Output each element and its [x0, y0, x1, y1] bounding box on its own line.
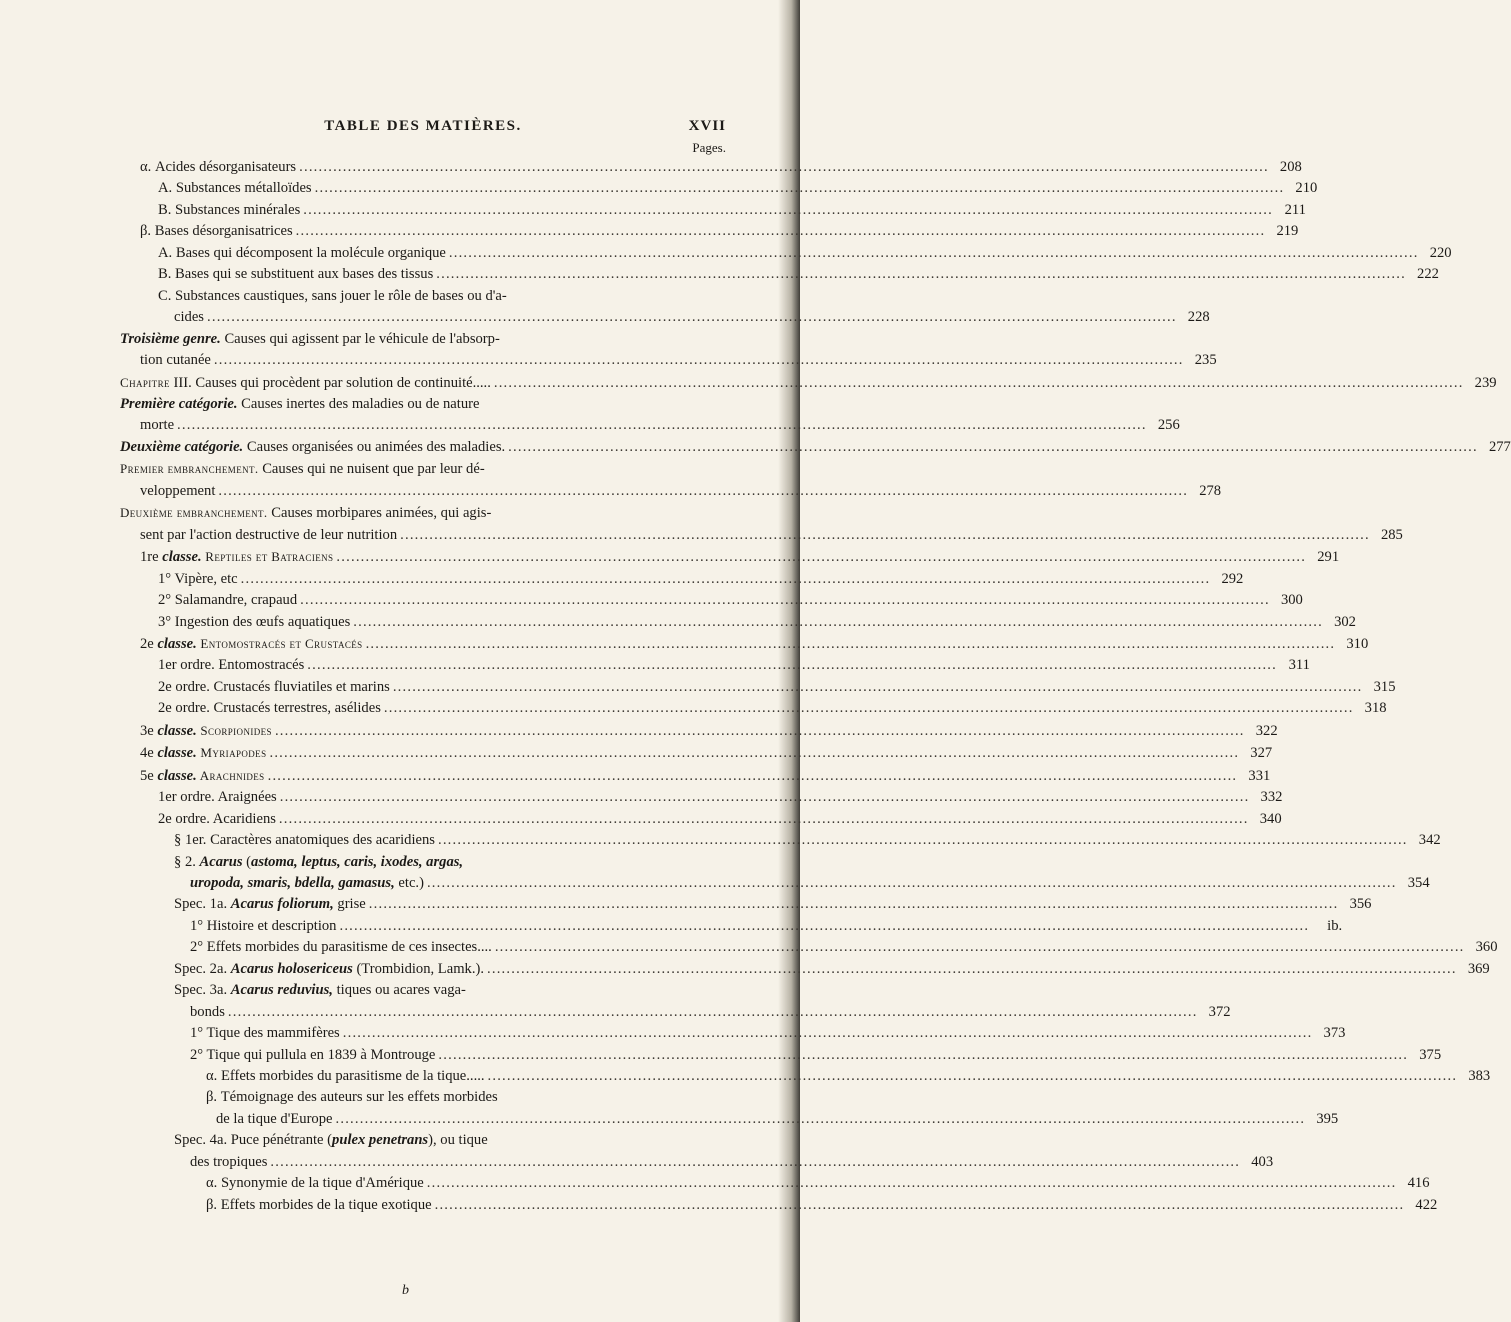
toc-entry: [120, 525, 1403, 546]
toc-entry-text: [140, 765, 265, 787]
toc-text-part: tion cutanée: [140, 352, 211, 369]
dot-leader: [449, 243, 1419, 264]
toc-page-number: ib.: [1327, 917, 1343, 934]
dot-leader: [384, 698, 1354, 719]
toc-entry-text: [158, 787, 277, 808]
dot-leader: [270, 1152, 1240, 1173]
toc-entry: [120, 221, 1299, 242]
toc-text-part: uropoda, smaris, bdella, gamasus,: [190, 874, 395, 891]
dot-leader: [393, 677, 1363, 698]
toc-entry: [120, 243, 1452, 264]
toc-text-part: 1er ordre. Araignées: [158, 789, 277, 806]
toc-text-part: Causes organisées ou animées des maladies.: [243, 438, 506, 455]
toc-entry-text: [174, 894, 366, 915]
toc-entry: [120, 873, 1430, 894]
toc-entry: [120, 937, 1498, 958]
toc-entry: [120, 612, 1356, 633]
toc-text-part: de la tique d'Europe: [216, 1110, 333, 1127]
toc-entry: [120, 698, 1387, 719]
toc-text-part: 2° Salamandre, crapaud: [158, 592, 298, 609]
toc-page-number: 291: [1317, 549, 1340, 566]
toc-page-number: 354: [1407, 874, 1430, 891]
toc-entry-text: [140, 350, 211, 371]
toc-text-part: 4e: [140, 745, 158, 762]
toc-entry: [120, 980, 726, 1001]
toc-text-part: tiques ou acares vaga-: [332, 982, 466, 999]
toc-entry-text: [190, 873, 424, 894]
toc-text-part: classe.: [157, 635, 197, 652]
dot-leader: [275, 721, 1245, 742]
toc-page-number: 210: [1295, 180, 1318, 197]
dot-leader: [427, 873, 1397, 894]
toc-text-part: Causes inertes des maladies ou de nature: [237, 395, 480, 412]
toc-entry: [120, 1109, 1339, 1130]
toc-page-number: 235: [1194, 352, 1217, 369]
toc-text-part: classe.: [157, 745, 197, 762]
toc-text-part: 2e ordre. Crustacés terrestres, asélides: [158, 700, 381, 717]
toc-text-part: Entomostracés et Crustacés: [196, 635, 363, 651]
toc-entry-text: [158, 809, 276, 830]
toc-text-part: Myriapodes: [196, 745, 267, 761]
toc-text-part: Deuxième catégorie.: [120, 438, 244, 455]
toc-text-part: Causes qui agissent par le véhicule de l'absorp-: [220, 330, 500, 347]
toc-page-number: 256: [1157, 417, 1180, 434]
toc-entry: [120, 590, 1303, 611]
toc-entry: [120, 264, 1439, 285]
toc-page-number: 372: [1208, 1003, 1231, 1020]
dot-leader: [494, 373, 1464, 394]
toc-text-part: astoma, leptus, caris, ixodes, argas,: [251, 853, 464, 870]
toc-text-part: des tropiques: [190, 1153, 268, 1170]
toc-text-part: A. Substances métalloïdes: [158, 180, 312, 197]
dot-leader: [353, 612, 1323, 633]
page-number: XVII: [688, 118, 726, 134]
toc-text-part: 1° Histoire et description: [190, 917, 337, 934]
toc-page-number: 373: [1323, 1025, 1346, 1042]
toc-entry: [120, 157, 1302, 178]
dot-leader: [218, 481, 1188, 502]
toc-entry-text: [140, 157, 296, 178]
toc-entry: [120, 787, 1283, 808]
dot-leader: [438, 1045, 1408, 1066]
toc-entry-text: [190, 916, 336, 937]
toc-text-part: classe.: [162, 549, 202, 566]
toc-page-number: 322: [1255, 722, 1278, 739]
toc-entry-text: [140, 221, 293, 242]
toc-text-part: B. Bases qui se substituent aux bases des tissus: [158, 266, 434, 283]
toc-entry: [120, 437, 1511, 458]
toc-text-part: 1° Tique des mammifères: [190, 1025, 340, 1042]
toc-entry-text: [174, 307, 204, 328]
dot-leader: [508, 437, 1478, 458]
dot-leader: [299, 157, 1269, 178]
toc-page-number: 211: [1284, 201, 1306, 218]
toc-entry-text: [140, 525, 397, 546]
toc-entry: [120, 1002, 1231, 1023]
toc-page-number: 403: [1251, 1153, 1274, 1170]
toc-text-part: morte: [140, 417, 175, 434]
toc-entry: [120, 546, 1340, 568]
toc-entry-text: [140, 546, 333, 568]
toc-page-number: 285: [1380, 526, 1403, 543]
toc-entry-text: [158, 677, 390, 698]
toc-page-number: 327: [1250, 745, 1273, 762]
toc-page-number: 331: [1248, 767, 1271, 784]
toc-text-part: etc.): [394, 874, 424, 891]
toc-entry-text: [120, 502, 491, 524]
toc-text-part: Causes qui ne nuisent que par leur dé-: [258, 461, 485, 478]
toc-entry-text: [216, 1109, 333, 1130]
toc-entry: [120, 415, 1180, 436]
toc-page-number: 375: [1419, 1046, 1442, 1063]
toc-entry-text: [158, 655, 304, 676]
toc-text-part: Acarus foliorum,: [230, 896, 334, 913]
toc-text-part: Spec. 1a.: [174, 896, 231, 913]
toc-text-part: Deuxième embranchement.: [120, 505, 268, 521]
dot-leader: [315, 178, 1285, 199]
toc-entry-text: [190, 937, 492, 958]
toc-text-part: 2e ordre. Crustacés fluviatiles et marins: [158, 678, 390, 695]
toc-text-part: Chapitre: [120, 374, 170, 390]
dot-leader: [436, 264, 1406, 285]
toc-entry-text: [140, 415, 174, 436]
dot-leader: [268, 766, 1238, 787]
dot-leader: [269, 743, 1239, 764]
dot-leader: [228, 1002, 1198, 1023]
toc-entry-text: [158, 612, 350, 633]
dot-leader: [279, 809, 1249, 830]
toc-entry-text: [190, 1045, 435, 1066]
toc-entry: [120, 765, 1271, 787]
toc-entry: [120, 372, 1497, 394]
toc-text-part: 2e: [140, 635, 158, 652]
toc-text-part: Causes morbipares animées, qui agis-: [267, 505, 492, 522]
dot-leader: [438, 830, 1408, 851]
running-header: [120, 118, 726, 140]
dot-leader: [241, 569, 1211, 590]
toc-entry: [120, 1045, 1442, 1066]
table-of-contents: [120, 157, 1511, 1216]
toc-text-part: 3e: [140, 722, 158, 739]
dot-leader: [280, 787, 1250, 808]
toc-entry-text: [158, 286, 507, 307]
dot-leader: [177, 415, 1147, 436]
toc-entry: [120, 809, 1282, 830]
toc-text-part: β. Bases désorganisatrices: [140, 223, 293, 240]
toc-entry: [120, 1152, 1274, 1173]
toc-text-part: Reptiles et Batraciens: [201, 549, 334, 565]
toc-entry-text: [158, 200, 300, 221]
toc-text-part: 5e: [140, 767, 158, 784]
toc-entry-text: [174, 830, 435, 851]
toc-page-number: 395: [1316, 1110, 1339, 1127]
toc-text-part: Troisième genre.: [120, 330, 221, 347]
toc-entry-text: [120, 394, 479, 415]
dot-leader: [487, 959, 1457, 980]
toc-page-number: 239: [1474, 374, 1497, 391]
toc-text-part: 1° Vipère, etc: [158, 570, 238, 587]
toc-page-number: 356: [1349, 896, 1372, 913]
toc-entry-text: [190, 1023, 340, 1044]
toc-page-number: 208: [1279, 159, 1302, 175]
toc-entry-text: [158, 264, 433, 285]
toc-entry-text: [158, 178, 312, 199]
toc-entry: [120, 916, 1343, 937]
toc-page-number: 369: [1467, 960, 1490, 977]
toc-page-number: 315: [1373, 678, 1396, 695]
toc-text-part: classe.: [157, 767, 197, 784]
toc-page-number: 278: [1199, 482, 1222, 499]
toc-entry-text: [174, 1130, 488, 1151]
dot-leader: [296, 221, 1266, 242]
toc-text-part: Scorpionides: [196, 722, 272, 738]
toc-text-part: Spec. 2a.: [174, 960, 231, 977]
toc-page-number: 310: [1346, 635, 1369, 652]
dot-leader: [339, 916, 1309, 937]
toc-text-part: 3° Ingestion des œufs aquatiques: [158, 613, 351, 630]
toc-entry: [120, 1130, 726, 1151]
toc-page-number: 219: [1276, 223, 1299, 240]
toc-text-part: 1er ordre. Entomostracés: [158, 657, 305, 674]
toc-page-number: 340: [1259, 810, 1282, 827]
toc-text-part: § 1er. Caractères anatomiques des acaridiens: [174, 832, 435, 849]
signature-mark: b: [402, 1283, 409, 1298]
toc-text-part: α. Effets morbides du parasitisme de la tique.....: [206, 1068, 485, 1085]
dot-leader: [495, 937, 1465, 958]
toc-page-number: 360: [1475, 939, 1498, 956]
dot-leader: [427, 1173, 1397, 1194]
dot-leader: [307, 655, 1277, 676]
toc-entry-text: [190, 1002, 225, 1023]
toc-page-number: 342: [1418, 832, 1441, 849]
header-title: TABLE DES MATIÈRES.: [324, 118, 522, 134]
toc-entry: [120, 286, 726, 307]
dot-leader: [214, 350, 1184, 371]
toc-entry-text: [158, 569, 238, 590]
toc-text-part: B. Substances minérales: [158, 201, 301, 218]
toc-entry-text: [140, 481, 215, 502]
toc-text-part: sent par l'action destructive de leur nutrition: [140, 526, 398, 543]
toc-entry-text: [174, 980, 466, 1001]
dot-leader: [300, 590, 1270, 611]
toc-page-number: 422: [1415, 1196, 1438, 1213]
toc-entry-text: [206, 1087, 498, 1108]
toc-entry-text: [174, 959, 484, 980]
toc-text-part: 2° Tique qui pullula en 1839 à Montrouge: [190, 1046, 436, 1063]
toc-text-part: (: [242, 853, 252, 870]
toc-text-part: 1re: [140, 549, 163, 566]
toc-page-number: 292: [1221, 570, 1244, 587]
toc-text-part: III. Causes qui procèdent par solution de continuité.....: [169, 374, 491, 391]
toc-entry-text: [120, 329, 500, 350]
toc-entry: [120, 502, 726, 524]
toc-page-number: 300: [1280, 592, 1303, 609]
dot-leader: [207, 307, 1177, 328]
toc-page-number: 332: [1260, 789, 1283, 806]
toc-entry: [120, 633, 1369, 655]
toc-entry: [120, 1195, 1438, 1216]
toc-entry: [120, 329, 726, 350]
toc-text-part: Acarus reduvius,: [230, 982, 333, 999]
dot-leader: [336, 1109, 1306, 1130]
toc-entry: [120, 307, 1210, 328]
dot-leader: [343, 1023, 1313, 1044]
toc-entry-text: [206, 1195, 432, 1216]
toc-entry-text: [206, 1173, 424, 1194]
toc-text-part: β. Témoignage des auteurs sur les effets morbides: [206, 1089, 498, 1106]
toc-text-part: Premier embranchement.: [120, 461, 259, 477]
toc-entry: [120, 200, 1306, 221]
toc-page-number: 277: [1488, 438, 1511, 455]
toc-entry: [120, 481, 1222, 502]
toc-entry: [120, 569, 1244, 590]
toc-page-number: 383: [1468, 1068, 1491, 1085]
toc-page-number: 228: [1187, 309, 1210, 326]
dot-leader: [435, 1195, 1405, 1216]
toc-page-number: 302: [1334, 613, 1356, 630]
pages-column-label: Pages.: [692, 140, 726, 155]
toc-entry: [120, 1087, 726, 1108]
toc-entry: [120, 959, 1490, 980]
toc-entry: [120, 350, 1217, 371]
toc-entry-text: [140, 633, 363, 655]
dot-leader: [488, 1066, 1458, 1087]
toc-entry: [120, 1173, 1430, 1194]
dot-leader: [336, 547, 1306, 568]
toc-entry-text: [120, 372, 491, 394]
toc-text-part: α. Acides désorganisateurs: [140, 159, 297, 175]
dot-leader: [303, 200, 1273, 221]
toc-text-part: Première catégorie.: [120, 395, 238, 412]
toc-page-number: 220: [1429, 244, 1452, 261]
toc-entry: [120, 458, 726, 480]
toc-text-part: Acarus: [199, 853, 243, 870]
toc-text-part: Acarus holosericeus: [230, 960, 353, 977]
toc-entry-text: [158, 698, 381, 719]
toc-entry: [120, 1066, 1491, 1087]
toc-entry: [120, 677, 1396, 698]
toc-text-part: classe.: [157, 722, 197, 739]
toc-text-part: Spec. 3a.: [174, 982, 231, 999]
toc-text-part: pulex penetrans: [332, 1132, 429, 1149]
toc-text-part: (Trombidion, Lamk.).: [352, 960, 485, 977]
toc-text-part: § 2.: [174, 853, 200, 870]
dot-leader: [366, 634, 1336, 655]
toc-entry: [120, 742, 1273, 764]
toc-entry: [120, 852, 726, 873]
toc-entry: [120, 894, 1372, 915]
toc-page-number: 222: [1417, 266, 1439, 283]
toc-entry-text: [206, 1066, 485, 1087]
toc-text-part: ), ou tique: [428, 1132, 488, 1149]
toc-text-part: veloppement: [140, 482, 216, 499]
dot-leader: [369, 894, 1339, 915]
toc-entry-text: [120, 458, 485, 480]
toc-text-part: 2e ordre. Acaridiens: [158, 810, 276, 827]
toc-text-part: α. Synonymie de la tique d'Amérique: [206, 1175, 424, 1192]
toc-entry-text: [190, 1152, 267, 1173]
toc-entry-text: [140, 720, 272, 742]
dot-leader: [400, 525, 1370, 546]
toc-text-part: bonds: [190, 1003, 225, 1020]
toc-entry: [120, 720, 1278, 742]
toc-entry: [120, 178, 1318, 199]
toc-entry-text: [174, 852, 463, 873]
toc-entry: [120, 394, 726, 415]
toc-entry: [120, 655, 1310, 676]
toc-entry: [120, 830, 1441, 851]
toc-text-part: Spec. 4a. Puce pénétrante (: [174, 1132, 333, 1149]
toc-text-part: grise: [333, 896, 366, 913]
toc-page-number: 318: [1364, 700, 1387, 717]
toc-entry-text: [120, 437, 505, 458]
toc-text-part: β. Effets morbides de la tique exotique: [206, 1196, 432, 1213]
toc-text-part: C. Substances caustiques, sans jouer le rôle de bases ou d'a-: [158, 287, 507, 304]
toc-text-part: 2° Effets morbides du parasitisme de ces insectes....: [190, 939, 492, 956]
toc-page-number: 416: [1407, 1175, 1430, 1192]
toc-text-part: A. Bases qui décomposent la molécule organique: [158, 244, 446, 261]
toc-entry-text: [140, 742, 266, 764]
toc-page-number: 311: [1288, 657, 1310, 674]
toc-entry: [120, 1023, 1346, 1044]
toc-text-part: Arachnides: [196, 767, 265, 783]
toc-entry-text: [158, 590, 297, 611]
toc-text-part: cides: [174, 309, 204, 326]
toc-entry-text: [158, 243, 446, 264]
